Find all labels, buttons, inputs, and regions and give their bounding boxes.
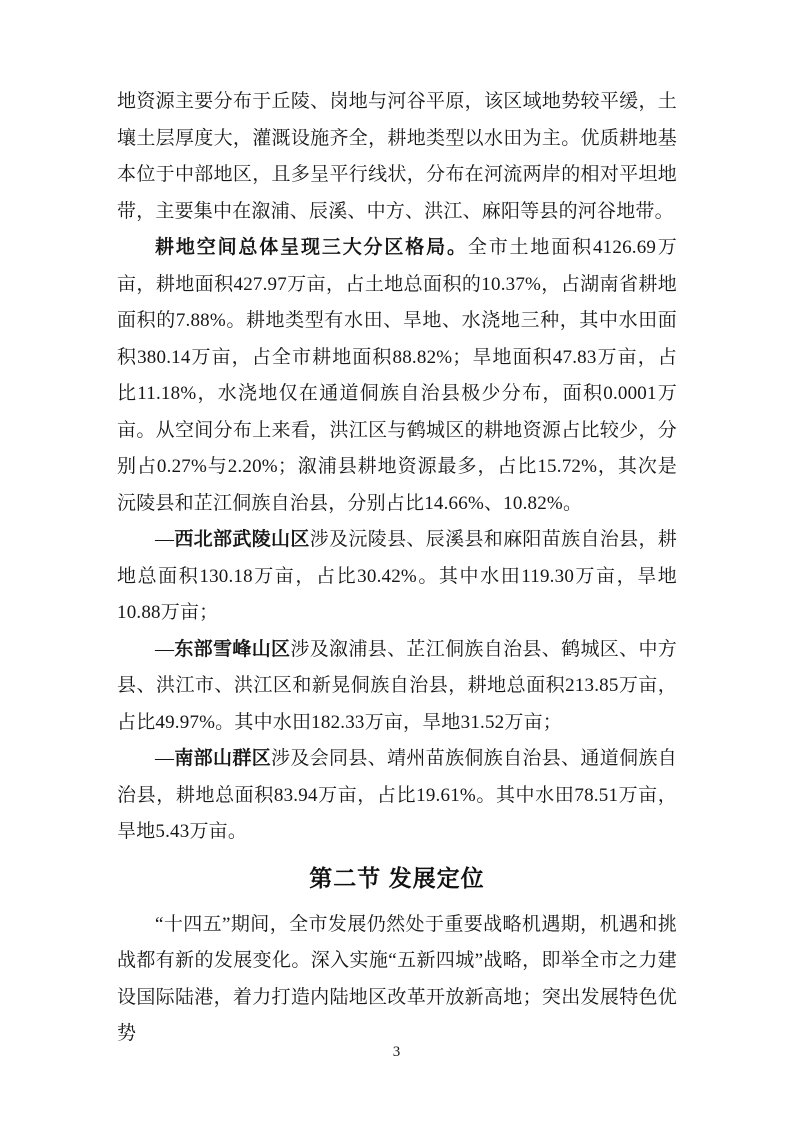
paragraph-land-pattern-lead: 耕地空间总体呈现三大分区格局。 <box>155 237 468 258</box>
paragraph-development-position: “十四五”期间，全市发展仍然处于重要战略机遇期，机遇和挑战都有新的发展变化。深入实施“五新四城”战略，即举全市之力建设国际陆港，着力打造内陆地区改革开放新高地；突出发展特色优势 <box>117 913 677 1044</box>
paragraph-zone-east <box>117 632 677 742</box>
paragraph-land-pattern <box>117 230 677 522</box>
paragraph-zone-south-lead: 南部山群区 <box>174 748 272 769</box>
section-heading: 第二节 发展定位 <box>309 864 485 891</box>
em-dash: — <box>155 748 175 769</box>
em-dash: — <box>155 529 175 550</box>
paragraph-zone-northwest-text: 涉及沅陵县、辰溪县和麻阳苗族自治县，耕地总面积130.18万亩，占比30.42%。其中水田119.30万亩，旱地10.88万亩； <box>117 529 677 623</box>
paragraph-zone-northwest-lead: 西北部武陵山区 <box>174 529 310 550</box>
paragraph-zone-east-text: 涉及溆浦县、芷江侗族自治县、鹤城区、中方县、洪江市、洪江区和新晃侗族自治县，耕地总面积213.85万亩，占比49.97%。其中水田182.33万亩，旱地31.52万亩； <box>117 638 677 733</box>
page-body <box>117 84 677 1053</box>
paragraph-zone-northwest <box>117 522 677 632</box>
paragraph-zone-south <box>117 741 677 851</box>
em-dash: — <box>155 638 175 660</box>
paragraph-zone-south-text: 涉及会同县、靖州苗族侗族自治县、通道侗族自治县，耕地总面积83.94万亩，占比19.61%。其中水田78.51万亩，旱地5.43万亩。 <box>117 748 677 842</box>
paragraph-land-pattern-text: 全市土地面积4126.69万亩，耕地面积427.97万亩，占土地总面积的10.37%，占湖南省耕地面积的7.88%。耕地类型有水田、旱地、水浇地三种，其中水田面积380.14万亩，占全市耕地面积88.82%；旱地面积47.83万亩，占比11.18%，水浇地仅在通道侗族自治县极少分布，面积0.0001万亩。从空间分布上来看，洪江区与鹤城区的耕地资源占比较少，分别占0.27%与2.20%；溆浦县耕地资源最多，占比15.72%，其次是沅陵县和芷江侗族自治县，分别占比14.66%、10.82%。 <box>117 237 677 514</box>
paragraph-continuation: 地资源主要分布于丘陵、岗地与河谷平原，该区域地势较平缓，土壤土层厚度大，灌溉设施齐全，耕地类型以水田为主。优质耕地基本位于中部地区，且多呈平行线状，分布在河流两岸的相对平坦地带，主要集中在溆浦、辰溪、中方、洪江、麻阳等县的河谷地带。 <box>117 91 677 222</box>
page-number: 3 <box>392 1044 401 1060</box>
paragraph-zone-east-lead: 东部雪峰山区 <box>174 638 291 660</box>
